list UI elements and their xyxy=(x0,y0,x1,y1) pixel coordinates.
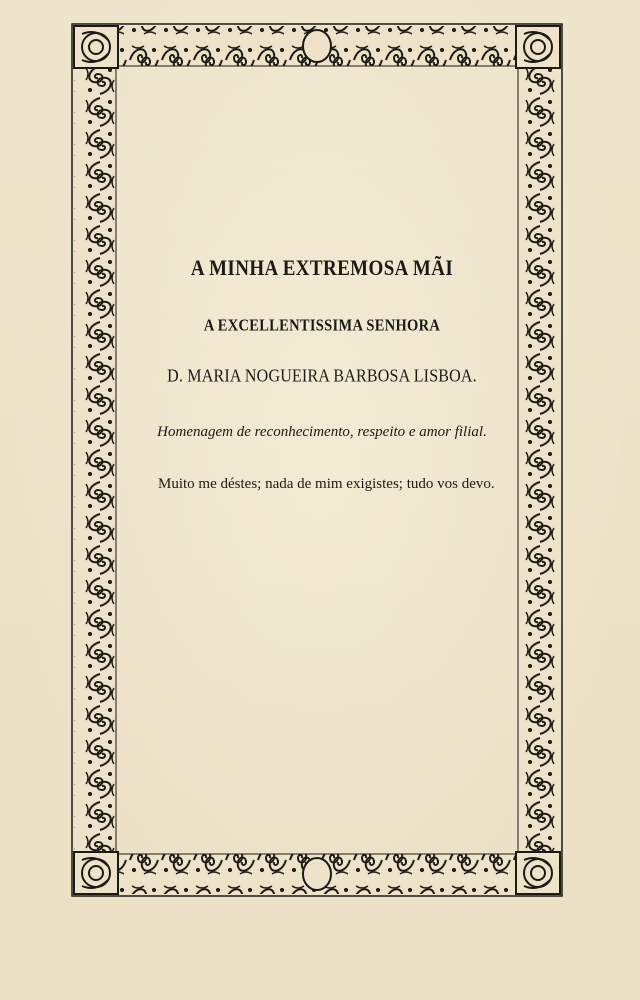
dedication-body: Muito me déstes; nada de mim exigistes; tudo vos devo. xyxy=(158,476,495,492)
bottom-center-medallion xyxy=(303,858,331,890)
dedicatee-name: D. MARIA NOGUEIRA BARBOSA LISBOA. xyxy=(167,366,477,387)
dedication-title: A MINHA EXTREMOSA MÃI xyxy=(190,256,454,281)
corner-ornament-tl xyxy=(74,26,118,68)
border-right xyxy=(518,66,560,854)
border-left xyxy=(74,66,116,854)
corner-ornament-bl xyxy=(74,852,118,894)
dedication-subtitle: A EXCELLENTISSIMA SENHORA xyxy=(203,316,441,336)
corner-ornament-tr xyxy=(516,26,560,68)
homage-line: Homenagem de reconhecimento, respeito e amor filial. xyxy=(157,424,487,440)
top-center-medallion xyxy=(303,30,331,62)
corner-ornament-br xyxy=(516,852,560,894)
